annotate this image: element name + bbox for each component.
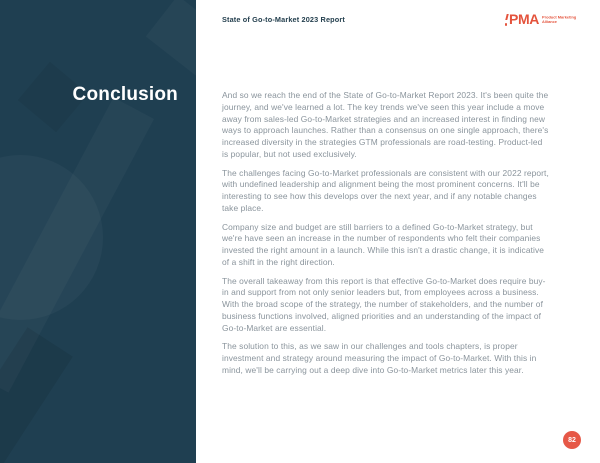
section-heading: Conclusion [72, 84, 178, 105]
paragraph: And so we reach the end of the State of Go-to-Market Report 2023. It's been quite the journey, and we've learned a lot. The key trends we've seen this year include a move away from sales-led Go-to-Market strategies and an increased interest in finding new ways to approach launches. Rather than a consensus on one single approach, there's increased diversity in the strategies GTM professionals are road-testing. Product-led is popular, but not used exclusively. [222, 90, 549, 159]
paragraph: The overall takeaway from this report is that effective Go-to-Market does require buy-in and support from not only senior leaders but, from employees across a business. With the broad scope of the strategy, the number of stakeholders, and the number of business functions involved, aligned priorities and an understanding of the impact of Go-to-Market are essential. [222, 275, 546, 333]
conclusion-body [222, 90, 549, 384]
pma-logo-name-line2: Alliance [541, 19, 557, 24]
pma-logo-name [541, 15, 577, 24]
sidebar-panel [0, 0, 196, 463]
sidebar-watermark-band-dark [0, 327, 73, 463]
sidebar-watermark-band [0, 97, 154, 392]
report-title: State of Go-to-Market 2023 Report [222, 15, 345, 24]
pma-logo [504, 11, 577, 31]
paragraph: Company size and budget are still barriers to a defined Go-to-Market strategy, but we're have seen an increase in the number of respondents who felt their companies invested the right amount in a launch. While this isn't a drastic change, it is indicative of a shift in the right direction. [222, 221, 545, 267]
pma-logo-mark-icon [504, 14, 509, 26]
paragraph: The solution to this, as we saw in our challenges and tools chapters, is proper investment and strategy around measuring the impact of Go-to-Market. With this in mind, we'll be carrying out a deep dive into Go-to-Market metrics later this year. [222, 341, 537, 375]
pma-logo-acronym: PMA [509, 11, 539, 27]
page-number-badge: 82 [563, 431, 581, 449]
sidebar-watermark-blob [0, 155, 103, 320]
paragraph: The challenges facing Go-to-Market professionals are consistent with our 2022 report, with undefined leadership and alignment being the most prominent concerns. It'll be interesting to see how this develops over the next year, and if any notable changes take place. [222, 167, 549, 213]
pma-logo-name-line1: Product Marketing [541, 15, 577, 20]
